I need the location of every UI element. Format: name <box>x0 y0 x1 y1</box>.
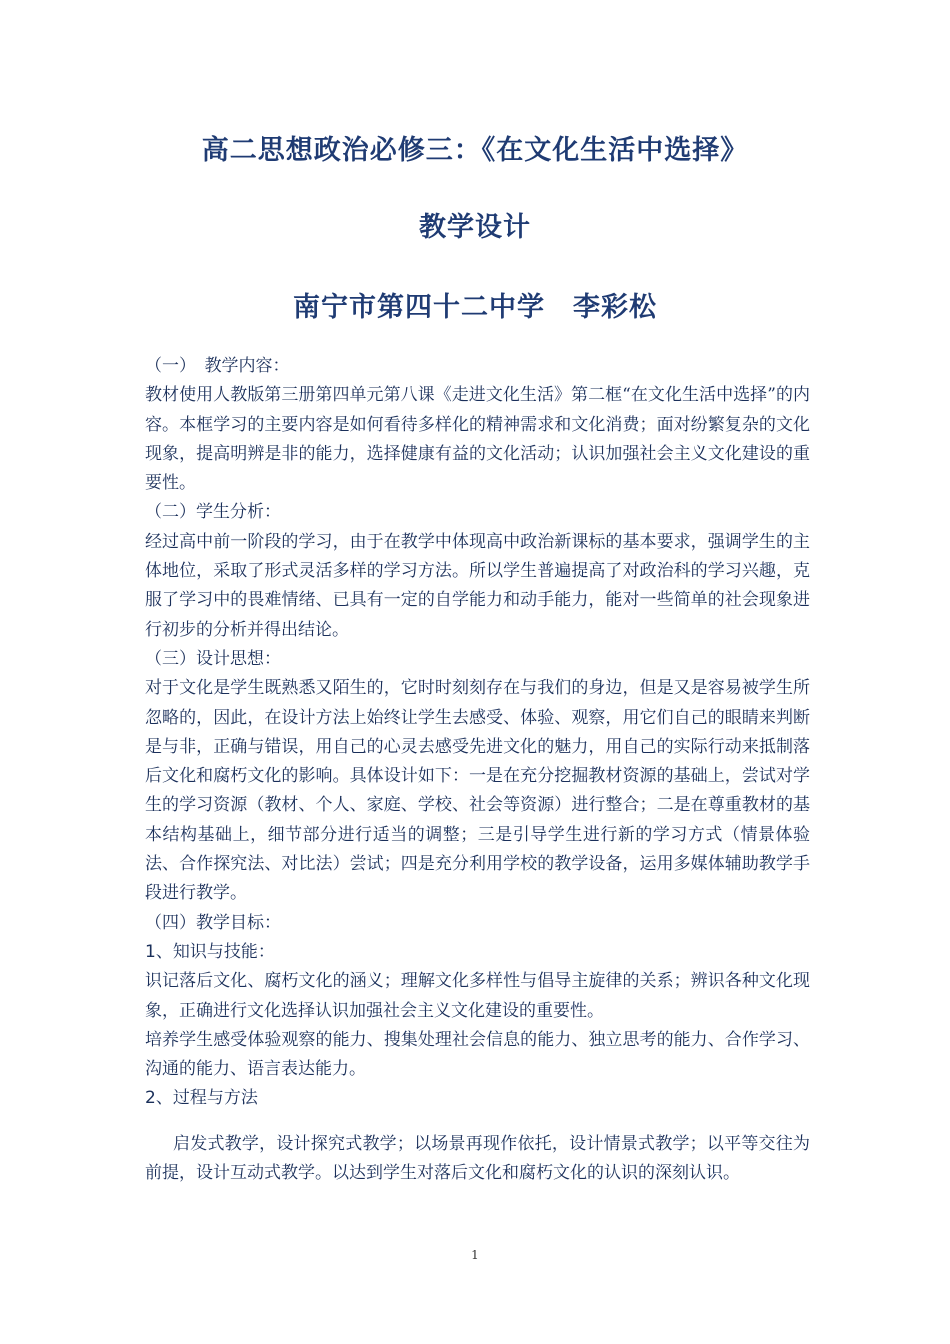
section-paragraph-design-idea: 对于文化是学生既熟悉又陌生的，它时时刻刻存在与我们的身边，但是又是容易被学生所忽略的，因此，在设计方法上始终让学生去感受、体验、观察，用它们自己的眼睛来判断是与非，正确与错误，用自己的心灵去感受先进文化的魅力，用自己的实际行动来抵制落后文化和腐朽文化的影响。具体设计如下：一是在充分挖掘教材资源的基础上，尝试对学生的学习资源（教材、个人、家庭、学校、社会等资源）进行整合；二是在尊重教材的基本结构基础上，细节部分进行适当的调整；三是引导学生进行新的学习方式（情景体验法、合作探究法、对比法）尝试；四是充分利用学校的教学设备，运用多媒体辅助教学手段进行教学。 <box>145 678 810 904</box>
section-paragraph-student-analysis: 经过高中前一阶段的学习，由于在教学中体现高中政治新课标的基本要求，强调学生的主体地位，采取了形式灵活多样的学习方法。所以学生普遍提高了对政治科的学习兴趣，克服了学习中的畏难情绪、已具有一定的自学能力和动手能力，能对一些简单的社会现象进行初步的分析并得出结论。 <box>145 531 810 640</box>
section-heading-content: （一） 教学内容： <box>145 356 290 376</box>
section-heading-student-analysis: （二）学生分析： <box>145 502 281 523</box>
document-title: 高二思想政治必修三：《在文化生活中选择》 <box>201 135 749 166</box>
page-number: 1 <box>471 1248 479 1262</box>
section-heading-design-idea: （三）设计思想： <box>145 648 281 669</box>
document-author: 南宁市第四十二中学 李彩松 <box>293 292 657 323</box>
paragraph-process-method: 启发式教学，设计探究式教学；以场景再现作依托，设计情景式教学；以平等交往为前提，设计互动式教学。以达到学生对落后文化和腐朽文化的认识的深刻认识。 <box>145 1133 810 1184</box>
section-heading-objectives: （四）教学目标： <box>145 912 281 933</box>
subheading-knowledge-skills: 1、知识与技能： <box>145 941 275 962</box>
spacer <box>145 1114 810 1130</box>
paragraph-knowledge-skills-2: 培养学生感受体验观察的能力、搜集处理社会信息的能力、独立思考的能力、合作学习、沟通的能力、语言表达能力。 <box>145 1029 810 1080</box>
paragraph-knowledge-skills-1: 识记落后文化、腐朽文化的涵义；理解文化多样性与倡导主旋律的关系；辨识各种文化现象，正确进行文化选择认识加强社会主义文化建设的重要性。 <box>145 971 810 1021</box>
subheading-process-method: 2、过程与方法 <box>145 1088 258 1109</box>
section-paragraph-content: 教材使用人教版第三册第四单元第八课《走进文化生活》第二框“在文化生活中选择”的内容。本框学习的主要内容是如何看待多样化的精神需求和文化消费；面对纷繁复杂的文化现象，提高明辨是非的能力，选择健康有益的文化活动；认识加强社会主义文化建设的重要性。 <box>145 385 810 494</box>
document-body <box>145 352 810 1188</box>
document-subtitle: 教学设计 <box>419 212 531 243</box>
